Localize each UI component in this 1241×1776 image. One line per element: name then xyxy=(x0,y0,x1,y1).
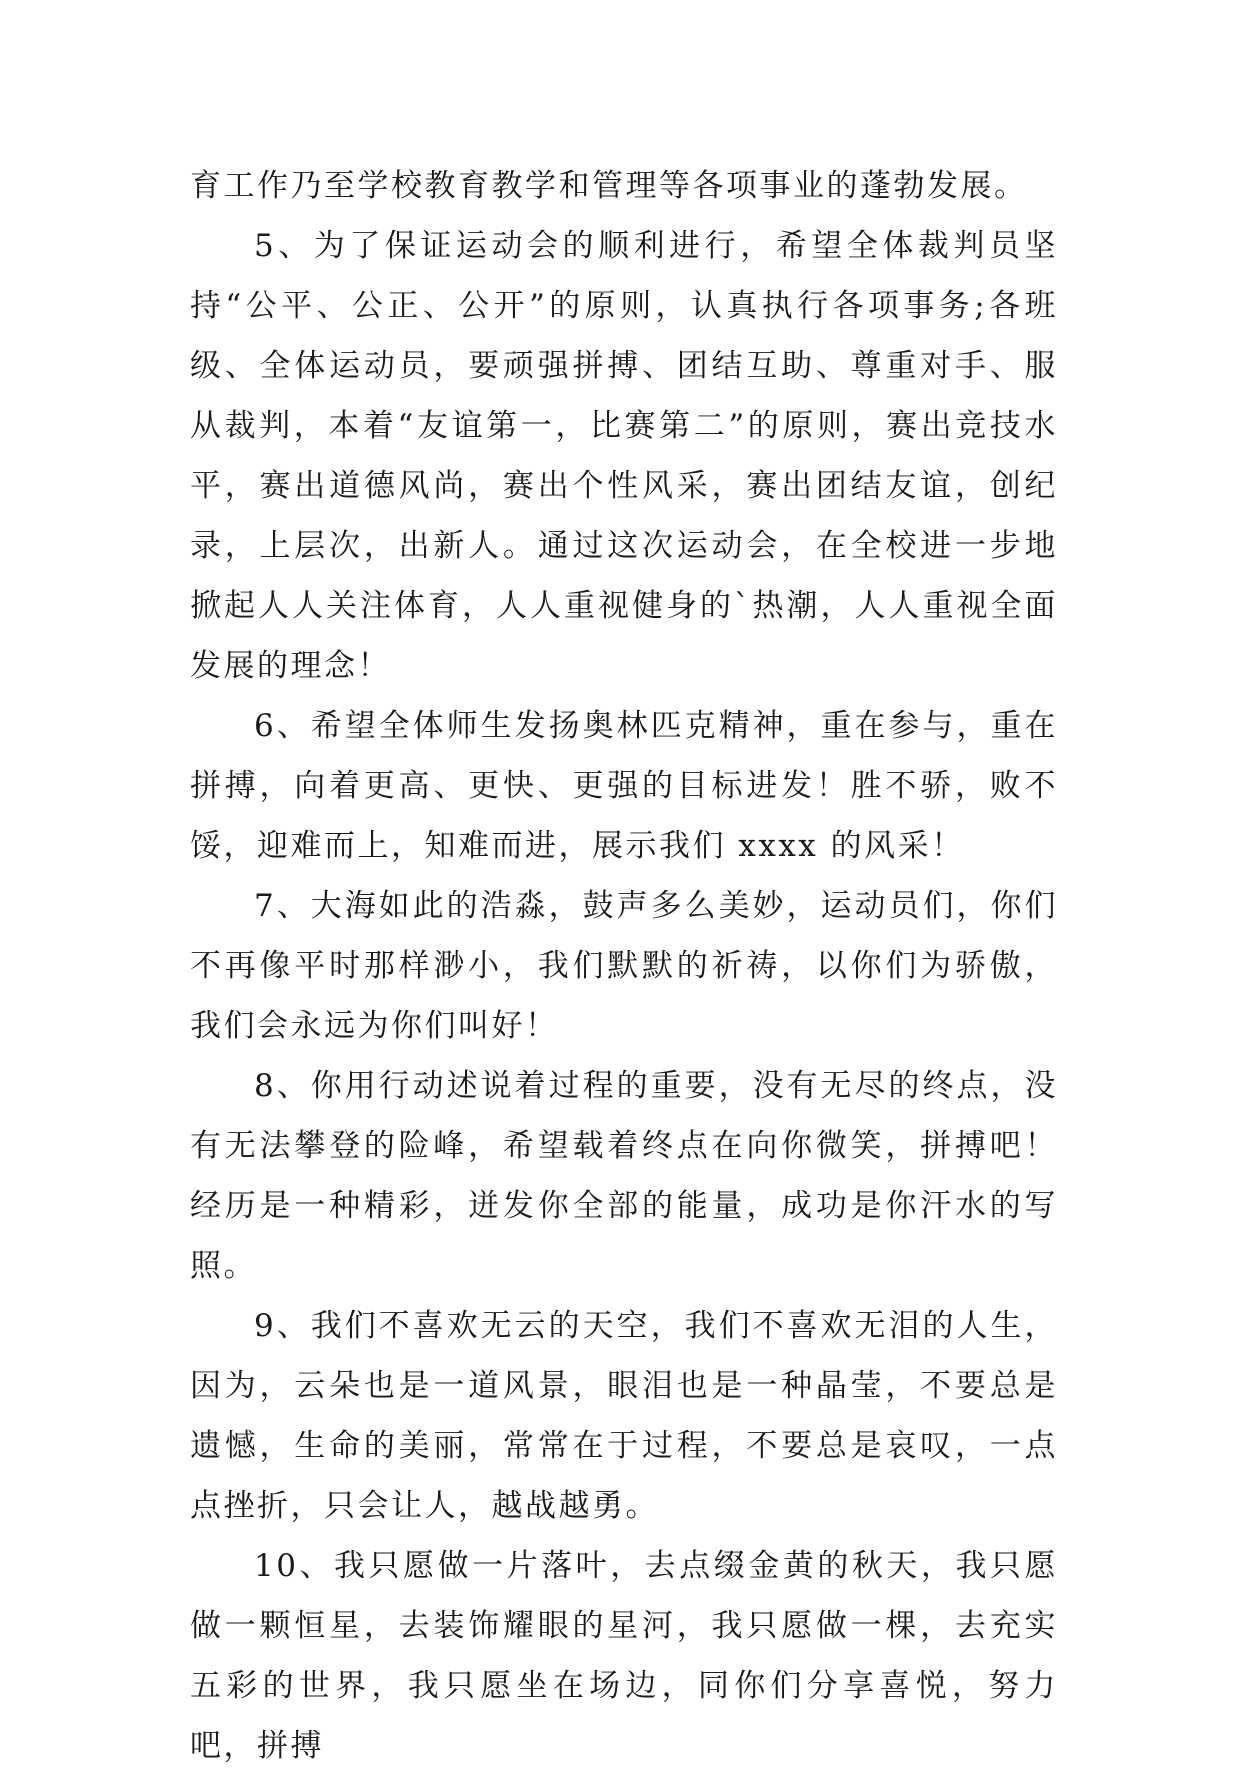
paragraph-item-10: 10、我只愿做一片落叶，去点缀金黄的秋天，我只愿做一颗恒星，去装饰耀眼的星河，我只愿做一棵，去充实五彩的世界，我只愿坐在场边，同你们分享喜悦，努力吧，拼搏 xyxy=(190,1548,1058,1764)
paragraph-item-7: 7、大海如此的浩淼，鼓声多么美妙，运动员们，你们不再像平时那样渺小，我们默默的祈祷，以你们为骄傲，我们会永远为你们叫好！ xyxy=(190,888,1058,1044)
paragraph-item-6: 6、希望全体师生发扬奥林匹克精神，重在参与，重在拼搏，向着更高、更快、更强的目标进发！胜不骄，败不馁，迎难而上，知难而进，展示我们 xxxx 的风采！ xyxy=(190,708,1058,864)
paragraph-item-5: 5、为了保证运动会的顺利进行，希望全体裁判员坚持“公平、公正、公开”的原则，认真执行各项事务;各班级、全体运动员，要顽强拼搏、团结互助、尊重对手、服从裁判，本着“友谊第一，比赛第二”的原则，赛出竞技水平，赛出道德风尚，赛出个性风采，赛出团结友谊，创纪录，上层次，出新人。通过这次运动会，在全校进一步地掀起人人关注体育，人人重视健身的`热潮，人人重视全面发展的理念！ xyxy=(190,228,1058,684)
document-body xyxy=(190,156,1058,1776)
paragraph-item-9: 9、我们不喜欢无云的天空，我们不喜欢无泪的人生，因为，云朵也是一道风景，眼泪也是一种晶莹，不要总是遗憾，生命的美丽，常常在于过程，不要总是哀叹，一点点挫折，只会让人，越战越勇。 xyxy=(190,1308,1058,1524)
paragraph-item-8: 8、你用行动述说着过程的重要，没有无尽的终点，没有无法攀登的险峰，希望载着终点在向你微笑，拼搏吧！经历是一种精彩，迸发你全部的能量，成功是你汗水的写照。 xyxy=(190,1068,1058,1284)
paragraph-continuation: 育工作乃至学校教育教学和管理等各项事业的蓬勃发展。 xyxy=(190,168,1028,204)
